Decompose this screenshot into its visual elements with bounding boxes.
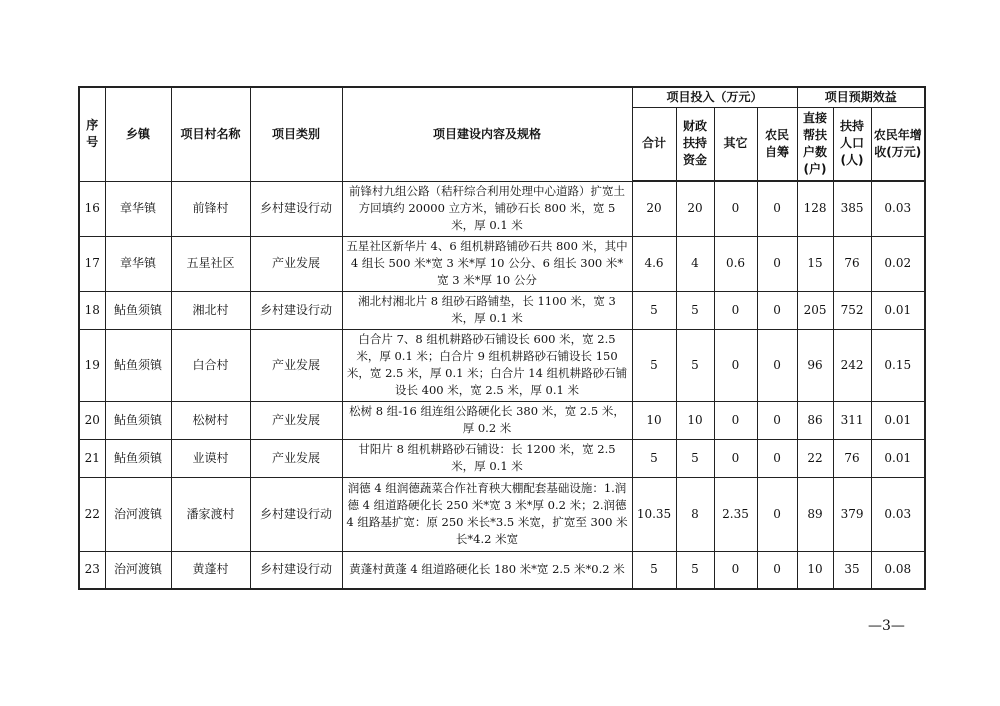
cell-town: 章华镇 [105,236,171,291]
cell-population: 379 [833,477,871,551]
cell-households: 96 [797,329,833,401]
table-row [79,236,925,291]
cell-population: 311 [833,401,871,439]
header-total: 合计 [632,107,676,181]
header-households: 直接帮扶户数(户) [797,107,833,181]
cell-households: 205 [797,291,833,329]
cell-category: 产业发展 [250,329,342,401]
cell-total: 5 [632,329,676,401]
cell-seq: 16 [79,181,105,236]
table-row [79,551,925,589]
header-benefit: 项目预期效益 [797,87,925,107]
cell-income: 0.15 [871,329,925,401]
cell-total: 5 [632,439,676,477]
cell-population: 752 [833,291,871,329]
project-table [78,86,926,590]
cell-population: 385 [833,181,871,236]
header-farmer: 农民自筹 [757,107,797,181]
cell-farmer: 0 [757,181,797,236]
cell-fiscal: 5 [676,439,714,477]
cell-other: 0 [714,551,757,589]
cell-income: 0.02 [871,236,925,291]
header-income: 农民年增收(万元) [871,107,925,181]
cell-households: 128 [797,181,833,236]
cell-town: 鲇鱼须镇 [105,439,171,477]
cell-population: 35 [833,551,871,589]
header-fiscal: 财政扶持资金 [676,107,714,181]
table-row [79,291,925,329]
cell-farmer: 0 [757,551,797,589]
cell-town: 鲇鱼须镇 [105,329,171,401]
cell-farmer: 0 [757,236,797,291]
cell-seq: 20 [79,401,105,439]
cell-income: 0.01 [871,401,925,439]
cell-seq: 17 [79,236,105,291]
cell-other: 0.6 [714,236,757,291]
cell-seq: 21 [79,439,105,477]
cell-village: 黄蓬村 [171,551,250,589]
cell-seq: 19 [79,329,105,401]
cell-content: 润德 4 组润德蔬菜合作社育秧大棚配套基础设施：1.润德 4 组道路硬化长 250 米*宽 3 米*厚 0.2 米；2.润德 4 组路基扩宽：原 250 米长*3.5 米宽，扩宽至 300 米长*4.2 米宽 [342,477,632,551]
cell-total: 4.6 [632,236,676,291]
cell-village: 前锋村 [171,181,250,236]
cell-total: 5 [632,551,676,589]
cell-village: 白合村 [171,329,250,401]
cell-content: 前锋村九组公路（秸秆综合利用处理中心道路）扩宽土方回填约 20000 立方米，铺砂石长 800 米，宽 5 米，厚 0.1 米 [342,181,632,236]
cell-category: 产业发展 [250,439,342,477]
cell-population: 76 [833,439,871,477]
cell-other: 0 [714,401,757,439]
table-row [79,439,925,477]
header-population: 扶持人口(人) [833,107,871,181]
cell-population: 242 [833,329,871,401]
cell-other: 0 [714,329,757,401]
cell-content: 五星社区新华片 4、6 组机耕路铺砂石共 800 米，其中 4 组长 500 米*宽 3 米*厚 10 公分、6 组长 300 米*宽 3 米*厚 10 公分 [342,236,632,291]
cell-total: 10.35 [632,477,676,551]
cell-village: 松树村 [171,401,250,439]
header-seq: 序号 [79,87,105,181]
cell-income: 0.01 [871,439,925,477]
header-investment: 项目投入（万元） [632,87,797,107]
table-row [79,477,925,551]
cell-households: 22 [797,439,833,477]
cell-village: 潘家渡村 [171,477,250,551]
cell-content: 湘北村湘北片 8 组砂石路铺垫，长 1100 米，宽 3 米，厚 0.1 米 [342,291,632,329]
table-row [79,401,925,439]
cell-seq: 18 [79,291,105,329]
cell-village: 业谟村 [171,439,250,477]
cell-households: 15 [797,236,833,291]
cell-town: 鲇鱼须镇 [105,401,171,439]
cell-category: 乡村建设行动 [250,477,342,551]
cell-farmer: 0 [757,477,797,551]
cell-fiscal: 20 [676,181,714,236]
cell-population: 76 [833,236,871,291]
cell-other: 0 [714,181,757,236]
cell-farmer: 0 [757,439,797,477]
cell-content: 白合片 7、8 组机耕路砂石铺设长 600 米，宽 2.5 米，厚 0.1 米；白合片 9 组机耕路砂石铺设长 150 米，宽 2.5 米，厚 0.1 米；白合片 14 组机耕路砂石铺设长 400 米，宽 2.5 米，厚 0.1 米 [342,329,632,401]
cell-category: 乡村建设行动 [250,181,342,236]
cell-town: 治河渡镇 [105,551,171,589]
cell-fiscal: 8 [676,477,714,551]
cell-fiscal: 5 [676,329,714,401]
cell-income: 0.01 [871,291,925,329]
cell-seq: 22 [79,477,105,551]
cell-farmer: 0 [757,291,797,329]
cell-fiscal: 5 [676,551,714,589]
cell-category: 乡村建设行动 [250,551,342,589]
cell-town: 鲇鱼须镇 [105,291,171,329]
cell-fiscal: 10 [676,401,714,439]
cell-village: 湘北村 [171,291,250,329]
cell-farmer: 0 [757,329,797,401]
cell-total: 5 [632,291,676,329]
header-other: 其它 [714,107,757,181]
cell-seq: 23 [79,551,105,589]
cell-category: 产业发展 [250,401,342,439]
cell-households: 89 [797,477,833,551]
cell-households: 86 [797,401,833,439]
header-category: 项目类别 [250,87,342,181]
cell-town: 治河渡镇 [105,477,171,551]
cell-content: 松树 8 组-16 组连组公路硬化长 380 米，宽 2.5 米，厚 0.2 米 [342,401,632,439]
cell-fiscal: 4 [676,236,714,291]
header-town: 乡镇 [105,87,171,181]
cell-village: 五星社区 [171,236,250,291]
header-village: 项目村名称 [171,87,250,181]
cell-category: 乡村建设行动 [250,291,342,329]
page-number: —3— [868,618,905,634]
cell-total: 10 [632,401,676,439]
cell-households: 10 [797,551,833,589]
cell-farmer: 0 [757,401,797,439]
cell-content: 甘阳片 8 组机耕路砂石铺设：长 1200 米，宽 2.5 米，厚 0.1 米 [342,439,632,477]
table-row [79,329,925,401]
header-content: 项目建设内容及规格 [342,87,632,181]
cell-fiscal: 5 [676,291,714,329]
cell-income: 0.03 [871,181,925,236]
cell-other: 0 [714,291,757,329]
cell-other: 0 [714,439,757,477]
cell-income: 0.03 [871,477,925,551]
cell-town: 章华镇 [105,181,171,236]
cell-total: 20 [632,181,676,236]
cell-income: 0.08 [871,551,925,589]
cell-category: 产业发展 [250,236,342,291]
cell-content: 黄蓬村黄蓬 4 组道路硬化长 180 米*宽 2.5 米*0.2 米 [342,551,632,589]
cell-other: 2.35 [714,477,757,551]
table-row [79,181,925,236]
